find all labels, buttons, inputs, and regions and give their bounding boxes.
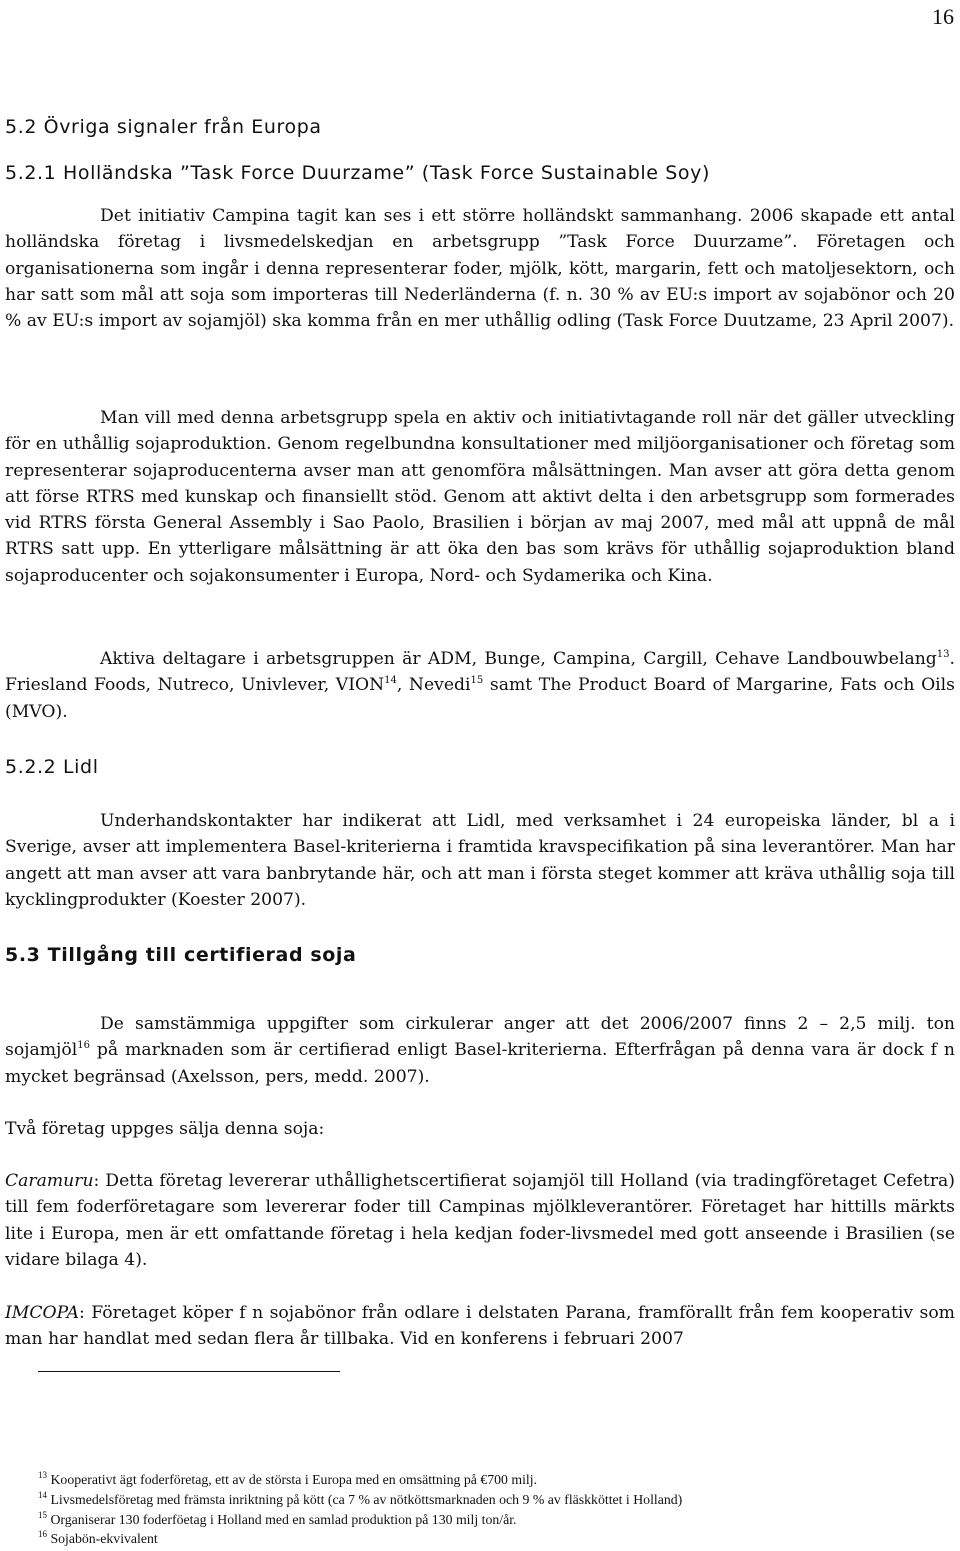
paragraph-text: : Företaget köper f n sojabönor från odlare i delstaten Parana, framförallt från fem kooperativ som man har handlat med sedan flera år tillbaka. Vid en konferens i februari 2007 <box>5 1303 955 1350</box>
footnote-number: 13 <box>38 1470 47 1480</box>
paragraph-text: : Detta företag levererar uthållighetscertifierat sojamjöl till Holland (via tradingföretaget Cefetra) till fem foderföretagare som levererar foder till Campinas mjölkleverantörer. Företaget har hittills märkts lite i Europa, men är ett omfattande företag i hela kedjan foder-livsmedel med gott anseende i Brasilien (se vidare bilaga 4). <box>5 1171 955 1270</box>
paragraph-text: . Friesland Foods, Nutreco, Univlever, VION <box>5 649 955 696</box>
subsection-heading-5-2-2: 5.2.2 Lidl <box>5 756 99 778</box>
footnote-text: Sojabön-ekvivalent <box>50 1531 158 1546</box>
section-heading-5-3: 5.3 Tillgång till certifierad soja <box>5 944 357 966</box>
footnote-number: 14 <box>38 1490 47 1500</box>
paragraph-text: De samstämmiga uppgifter som cirkulerar anger att det 2006/2007 finns 2 – 2,5 milj. ton sojamjöl <box>5 1014 955 1061</box>
paragraph-text: på marknaden som är certifierad enligt Basel-kriterierna. Efterfrågan på denna vara är dock f n mycket begränsad (Axelsson, pers, medd. 2007). <box>5 1040 955 1087</box>
paragraph-two-companies: Två företag uppges sälja denna soja: <box>5 1119 325 1139</box>
paragraph-text: Underhandskontakter har indikerat att Lidl, med verksamhet i 24 europeiska länder, bl a i Sverige, avser att implementera Basel-kriterierna i framtida kravspecifikation på sina leverantörer. Man har angett att man avser att vara banbrytande här, och att man i första steget kommer att kräva uthållig soja till kycklingprodukter (Koester 2007). <box>5 811 955 910</box>
paragraph-text: , Nevedi <box>396 675 471 696</box>
paragraph-certified-supply <box>5 1011 955 1090</box>
paragraph-text: samt The Product Board of Margarine, Fats och Oils (MVO). <box>5 675 955 722</box>
company-name-caramuru: Caramuru <box>5 1171 94 1191</box>
section-heading-5-2: 5.2 Övriga signaler från Europa <box>5 116 322 138</box>
footnote-14 <box>38 1492 682 1508</box>
paragraph-imcopa <box>5 1300 955 1353</box>
paragraph-text: Man vill med denna arbetsgrupp spela en aktiv och initiativtagande roll när det gäller utveckling för en uthållig sojaproduktion. Genom regelbundna konsultationer med miljöorganisationer och företag som representerar sojaproducenterna avser man att genomföra målsättningen. Man avser att göra detta genom att förse RTRS med kunskap och finansiellt stöd. Genom att aktivt delta i den arbetsgrupp som formerades vid RTRS första General Assembly i Sao Paolo, Brasilien i början av maj 2007, med mål att uppnå de mål RTRS satt upp. En ytterligare målsättning är att öka den bas som krävs för uthållig sojaproduktion bland sojaproducenter och sojakonsumenter i Europa, Nord- och Sydamerika och Kina. <box>5 408 955 586</box>
footnote-text: Livsmedelsföretag med främsta inriktning på kött (ca 7 % av nötköttsmarknaden och 9 % av fläskköttet i Holland) <box>50 1492 683 1507</box>
page-number: 16 <box>932 4 954 29</box>
paragraph-task-force-goals <box>5 405 955 589</box>
paragraph-caramuru <box>5 1168 955 1273</box>
subsection-heading-5-2-1: 5.2.1 Holländska ”Task Force Duurzame” (Task Force Sustainable Soy) <box>5 162 710 184</box>
footnote-ref-15: 15 <box>470 675 484 687</box>
paragraph-lidl <box>5 808 955 913</box>
footnote-ref-14: 14 <box>384 675 397 687</box>
footnote-13 <box>38 1472 537 1488</box>
paragraph-task-force-intro <box>5 203 955 334</box>
footnote-text: Organiserar 130 foderföetag i Holland med en samlad produktion på 130 milj ton/år. <box>50 1512 517 1527</box>
footnote-separator <box>38 1371 340 1372</box>
footnote-text: Kooperativt ägt foderföretag, ett av de största i Europa med en omsättning på €700 milj. <box>50 1472 538 1487</box>
footnote-15 <box>38 1512 517 1528</box>
footnote-16 <box>38 1531 158 1547</box>
footnote-ref-13: 13 <box>936 649 950 660</box>
paragraph-text: Aktiva deltagare i arbetsgruppen är ADM, Bunge, Campina, Cargill, Cehave Landbouwbelang <box>100 649 937 669</box>
paragraph-participants <box>5 646 955 725</box>
company-name-imcopa: IMCOPA <box>5 1303 80 1323</box>
paragraph-text: Det initiativ Campina tagit kan ses i ett större holländskt sammanhang. 2006 skapade ett antal holländska företag i livsmedelskedjan en arbetsgrupp ”Task Force Duurzame”. Företagen och organisationerna som ingår i denna representerar foder, mjölk, kött, margarin, fett och matoljesektorn, och har satt som mål att soja som importeras till Nederländerna (f. n. 30 % av EU:s import av sojabönor och 20 % av EU:s import av sojamjöl) ska komma från en mer uthållig odling (Task Force Duutzame, 23 April 2007). <box>5 206 955 332</box>
footnote-number: 15 <box>38 1510 47 1520</box>
footnote-number: 16 <box>38 1529 47 1539</box>
footnote-ref-16: 16 <box>77 1040 90 1052</box>
